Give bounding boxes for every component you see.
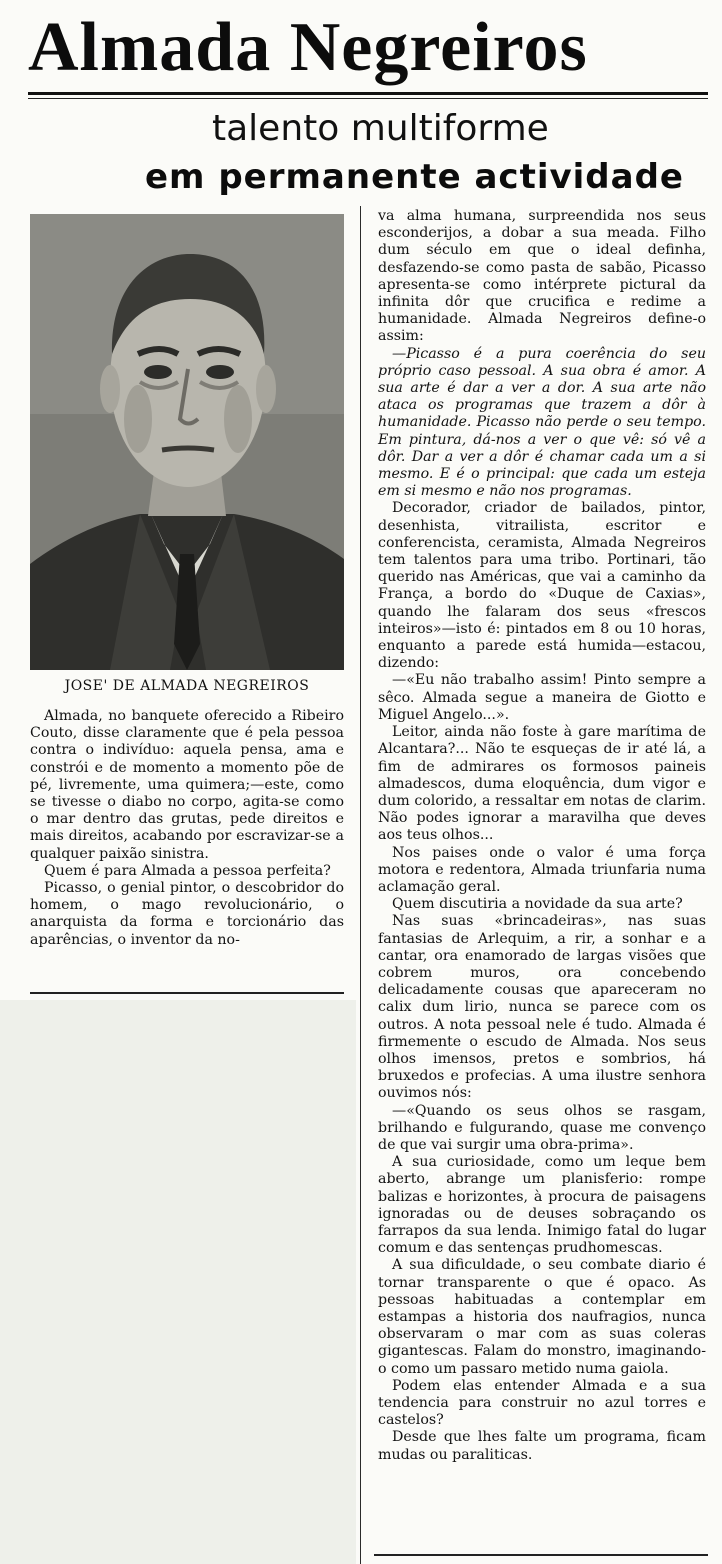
- photo-caption: JOSE' DE ALMADA NEGREIROS: [64, 678, 310, 694]
- subtitle-line-2: em permanente actividade: [145, 157, 684, 197]
- right-column-end-rule: [374, 1554, 708, 1556]
- headline: Almada Negreiros: [28, 9, 588, 86]
- right-paragraph: Desde que lhes falte um programa, ficam mudas ou paraliticas.: [378, 1429, 706, 1463]
- right-column: [378, 208, 706, 1464]
- left-column-end-rule: [30, 992, 344, 994]
- right-paragraph: Podem elas entender Almada e a sua tendencia para construir no azul torres e castelos?: [378, 1377, 706, 1429]
- right-paragraph: Decorador, criador de bailados, pintor, desenhista, vitrailista, escritor e conferencista, ceramista, Almada Negreiros tem talentos para uma tribo. Portinari, tão querido nas Américas, que vai a caminho da França, a bordo do «Duque de Caxias», quando lhe falaram dos seus «frescos inteiros»—isto é: pintados em 8 ou 10 horas, enquanto a parede está humida—estacou, dizendo:: [378, 500, 706, 672]
- portrait-illustration: [30, 214, 344, 670]
- portrait-photo: [30, 214, 344, 670]
- right-paragraph: —«Eu não trabalho assim! Pinto sempre a sêco. Almada segue a maneira de Giotto e Miguel Angelo...».: [378, 672, 706, 723]
- left-column: [30, 708, 344, 949]
- left-paragraph: Almada, no banquete oferecido a Ribeiro Couto, disse claramente que é pela pessoa contra o indivíduo: aquela pensa, ama e constrói e de momento a momento põe de pé, livremente, uma quimera;—este, como se tivesse o diabo no corpo, agita-se como o mar dentro das grutas, pede direitos e mais direitos, acabando por escravizar-se a qualquer paixão sinistra.: [30, 708, 344, 862]
- right-paragraph: Nos paises onde o valor é uma força motora e redentora, Almada triunfaria numa aclamação geral.: [378, 844, 706, 895]
- headline-rule-thin: [28, 98, 708, 99]
- blank-area: [0, 1000, 356, 1564]
- right-paragraph: A sua dificuldade, o seu combate diario é tornar transparente o que é opaco. As pessoas habituadas a contemplar em estampas a historia dos naufragios, nunca observaram o mar com as suas coleras gigantescas. Falam do monstro, imaginando-o como um passaro metido numa gaiola.: [378, 1257, 706, 1377]
- headline-rule-thick: [28, 92, 708, 95]
- right-continuation: va alma humana, surpreendida nos seus esconderijos, a dobar a sua meada. Filho dum século em que o ideal definha, desfazendo-se como pasta de sabão, Picasso apresenta-se como intérprete pictural da infinita dôr que crucifica e redime a humanidade. Almada Negreiros define-o assim:: [378, 208, 706, 345]
- left-paragraph: Picasso, o genial pintor, o descobridor do homem, o mago revolucionário, o anarquista da forma e torcionário das aparências, o inventor da no-: [30, 880, 344, 948]
- right-paragraph: Nas suas «brincadeiras», nas suas fantasias de Arlequim, a rir, a sonhar e a cantar, ora enamorado de largas visões que cobrem muros, ora concebendo delicadamente cousas que apareceram no calix dum lirio, nunca se parece com os outros. A nota pessoal nele é tudo. Almada é firmemente o escudo de Almada. Nos seus olhos imensos, pretos e sombrios, há bruxedos e profecias. A uma ilustre senhora ouvimos nós:: [378, 913, 706, 1102]
- column-divider: [360, 206, 361, 1564]
- right-paragraph: Leitor, ainda não foste à gare marítima de Alcantara?... Não te esqueças de ir até lá, a fim de admirares os formosos paineis almadescos, duma eloquência, dum vigor e dum colorido, a ressaltar em notas de clarim. Não podes ignorar a maravilha que deves aos teus olhos...: [378, 724, 706, 844]
- right-paragraph: Quem discutiria a novidade da sua arte?: [392, 896, 683, 913]
- right-paragraph: A sua curiosidade, como um leque bem aberto, abrange um planisferio: rompe balizas e horizontes, à procura de paisagens ignoradas ou de deuses sobraçando os farrapos da sua lenda. Inimigo fatal do lugar comum e das sentenças prudhomescas.: [378, 1154, 706, 1257]
- picasso-quote: —Picasso é a pura coerência do seu próprio caso pessoal. A sua obra é amor. A sua arte é dar a ver a dor. A sua arte não ataca os programas que trazem a dôr à humanidade. Picasso não perde o seu tempo. Em pintura, dá-nos a ver o que vê: só vê a dôr. Dar a ver a dôr é chamar cada um a si mesmo. E é o principal: que cada um esteja em si mesmo e não nos programas.: [378, 345, 706, 500]
- subtitle-line-1: talento multiforme: [212, 108, 549, 149]
- right-paragraph: —«Quando os seus olhos se rasgam, brilhando e fulgurando, quase me convenço de que vai surgir uma obra-prima».: [378, 1102, 706, 1153]
- left-paragraph: Quem é para Almada a pessoa perfeita?: [44, 862, 331, 879]
